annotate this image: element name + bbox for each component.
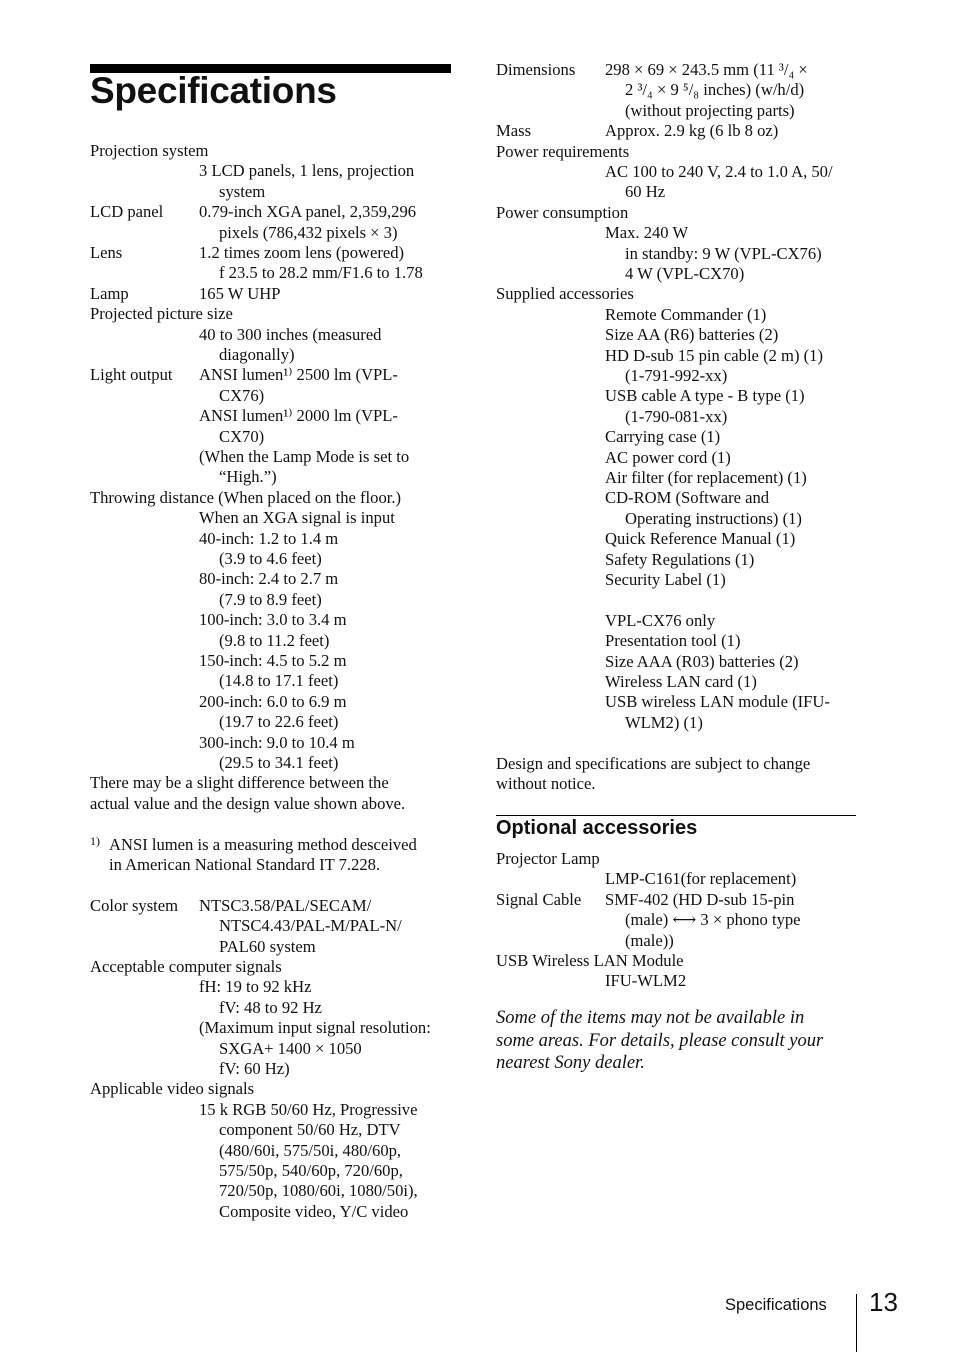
spec-value: 40 to 300 inches (measured <box>199 324 382 344</box>
spec-value: (9.8 to 11.2 feet) <box>219 630 330 650</box>
spec-value: pixels (786,432 pixels × 3) <box>219 222 398 242</box>
page-number: 13 <box>869 1287 898 1317</box>
rspec-value: Quick Reference Manual (1) <box>605 529 796 549</box>
rspec-value: 60 Hz <box>625 182 666 202</box>
rspec-value: Size AAA (R03) batteries (2) <box>605 651 799 671</box>
spec-value: (29.5 to 34.1 feet) <box>219 753 339 772</box>
spec-value: 200-inch: 6.0 to 6.9 m <box>199 691 347 711</box>
spec-value: system <box>219 181 266 201</box>
spec-value: 150-inch: 4.5 to 5.2 m <box>199 651 347 670</box>
rspec-label: Mass <box>496 121 532 141</box>
spec2-value: fH: 19 to 92 kHz <box>199 977 312 997</box>
spec-value: (14.8 to 17.1 feet) <box>219 671 339 691</box>
spec2-value: fV: 60 Hz) <box>219 1059 290 1078</box>
opt-value: LMP-C161(for replacement) <box>605 869 797 889</box>
spec-label: Throwing distance (When placed on the floor.) <box>90 487 402 507</box>
spec-value: (19.7 to 22.6 feet) <box>219 712 339 732</box>
spec-value: 300-inch: 9.0 to 10.4 m <box>199 732 355 752</box>
spec2-value: SXGA+ 1400 × 1050 <box>219 1038 362 1058</box>
note-line: There may be a slight difference between the <box>90 773 389 793</box>
spec2-value: fV: 48 to 92 Hz <box>219 997 322 1017</box>
opt-value: IFU-WLM2 <box>605 971 687 991</box>
spec2-value: NTSC3.58/PAL/SECAM/ <box>199 895 372 915</box>
rspec-value: Safety Regulations (1) <box>605 549 755 569</box>
footnote-marker: 1) <box>90 833 100 848</box>
rspec-value: Approx. 2.9 kg (6 lb 8 oz) <box>605 121 779 141</box>
spec-label: Projection system <box>90 141 209 160</box>
footnote-line: ANSI lumen is a measuring method desceived <box>109 834 417 854</box>
spec-label: LCD panel <box>90 202 164 222</box>
rspec-value: HD D-sub 15 pin cable (2 m) (1) <box>605 345 823 365</box>
rspec-value: 298 × 69 × 243.5 mm (11 ³/₄ × <box>605 60 808 79</box>
spec-value: (3.9 to 4.6 feet) <box>219 549 322 568</box>
spec2-value: PAL60 system <box>219 936 316 956</box>
rspec-label: Power requirements <box>496 141 630 161</box>
spec2-value: 15 k RGB 50/60 Hz, Progressive <box>199 1099 418 1119</box>
spec2-value: component 50/60 Hz, DTV <box>219 1120 401 1140</box>
rspec-value: Air filter (for replacement) (1) <box>605 468 807 487</box>
spec-value: 165 W UHP <box>199 283 281 303</box>
rspec-label: Supplied accessories <box>496 284 634 304</box>
rspec-value: AC power cord (1) <box>605 447 731 467</box>
rspec-value: in standby: 9 W (VPL-CX76) <box>625 243 822 263</box>
spec2-value: NTSC4.43/PAL-M/PAL-N/ <box>219 916 402 936</box>
spec2-label: Acceptable computer signals <box>90 957 282 976</box>
spec-value: f 23.5 to 28.2 mm/F1.6 to 1.78 <box>219 263 423 283</box>
opt-label: Signal Cable <box>496 889 582 909</box>
spec-value: CX70) <box>219 426 265 446</box>
rspec-value: Operating instructions) (1) <box>625 508 802 528</box>
spec-value: 80-inch: 2.4 to 2.7 m <box>199 569 339 589</box>
rspec-value: USB wireless LAN module (IFU- <box>605 692 830 712</box>
rspec-value: 4 W (VPL-CX70) <box>625 264 745 283</box>
spec-value: “High.”) <box>219 467 277 487</box>
spec-value: ANSI lumen¹⁾ 2000 lm (VPL- <box>199 406 398 426</box>
availability-note-line: Some of the items may not be available in <box>496 1008 805 1028</box>
spec-value: ANSI lumen¹⁾ 2500 lm (VPL- <box>199 365 398 385</box>
design-note-line: without notice. <box>496 774 596 793</box>
optional-heading: Optional accessories <box>496 817 698 839</box>
spec-label: Lens <box>90 243 123 262</box>
rspec-value: Carrying case (1) <box>605 427 721 447</box>
rspec-value: Max. 240 W <box>605 223 689 243</box>
rspec-value: Size AA (R6) batteries (2) <box>605 325 779 345</box>
spec-value: (7.9 to 8.9 feet) <box>219 589 322 609</box>
rspec-value: 2 ³/₄ × 9 ⁵/₈ inches) (w/h/d) <box>625 80 805 100</box>
opt-value: (male) ⟷ 3 × phono type <box>625 910 801 930</box>
rspec-value: (1-791-992-xx) <box>625 366 728 385</box>
availability-note-line: nearest Sony dealer. <box>496 1053 645 1073</box>
rspec-value: AC 100 to 240 V, 2.4 to 1.0 A, 50/ <box>605 162 833 181</box>
rspec-value: Security Label (1) <box>605 570 726 589</box>
spec-label: Lamp <box>90 283 129 303</box>
spec2-label: Color system <box>90 895 179 915</box>
rspec-value: (1-790-081-xx) <box>625 406 728 426</box>
spec2-label: Applicable video signals <box>90 1079 255 1099</box>
spec-label: Light output <box>90 365 173 385</box>
rspec-value: (without projecting parts) <box>625 100 795 120</box>
rspec-value: Wireless LAN card (1) <box>605 672 757 691</box>
footer-label: Specifications <box>725 1296 827 1314</box>
rspec-label: Power consumption <box>496 202 629 222</box>
spec-value: 1.2 times zoom lens (powered) <box>199 243 405 262</box>
opt-label: Projector Lamp <box>496 849 600 868</box>
spec-value: When an XGA signal is input <box>199 508 395 528</box>
spec-value: 0.79-inch XGA panel, 2,359,296 <box>199 202 417 222</box>
page-title: Specifications <box>90 70 337 111</box>
spec-value: CX76) <box>219 385 265 405</box>
rspec-value: VPL-CX76 only <box>605 610 716 630</box>
optional-rule <box>496 815 856 816</box>
spec2-value: 575/50p, 540/60p, 720/60p, <box>219 1161 403 1180</box>
spec2-value: 720/50p, 1080/60i, 1080/50i), <box>219 1181 418 1201</box>
rspec-value: Remote Commander (1) <box>605 304 767 324</box>
opt-label: USB Wireless LAN Module <box>496 951 684 970</box>
spec-value: 100-inch: 3.0 to 3.4 m <box>199 610 347 630</box>
spec2-value: (Maximum input signal resolution: <box>199 1018 431 1038</box>
spec-value: (When the Lamp Mode is set to <box>199 447 410 466</box>
rspec-label: Dimensions <box>496 60 576 79</box>
rspec-value: CD-ROM (Software and <box>605 488 770 508</box>
rspec-value: Presentation tool (1) <box>605 631 741 651</box>
spec-label: Projected picture size <box>90 304 233 324</box>
rspec-value: WLM2) (1) <box>625 712 703 732</box>
spec-value: diagonally) <box>219 345 295 364</box>
spec2-value: (480/60i, 575/50i, 480/60p, <box>219 1140 402 1160</box>
rspec-value: USB cable A type - B type (1) <box>605 386 805 406</box>
design-note-line: Design and specifications are subject to change <box>496 753 811 773</box>
spec-value: 3 LCD panels, 1 lens, projection <box>199 161 415 181</box>
opt-value: SMF-402 (HD D-sub 15-pin <box>605 889 795 909</box>
spec-value: 40-inch: 1.2 to 1.4 m <box>199 528 339 548</box>
footnote-line: in American National Standard IT 7.228. <box>109 855 381 874</box>
note-line: actual value and the design value shown above. <box>90 793 406 813</box>
availability-note-line: some areas. For details, please consult your <box>496 1030 824 1051</box>
spec2-value: Composite video, Y/C video <box>219 1201 409 1221</box>
opt-value: (male)) <box>625 930 674 950</box>
footer-divider <box>856 1294 857 1352</box>
